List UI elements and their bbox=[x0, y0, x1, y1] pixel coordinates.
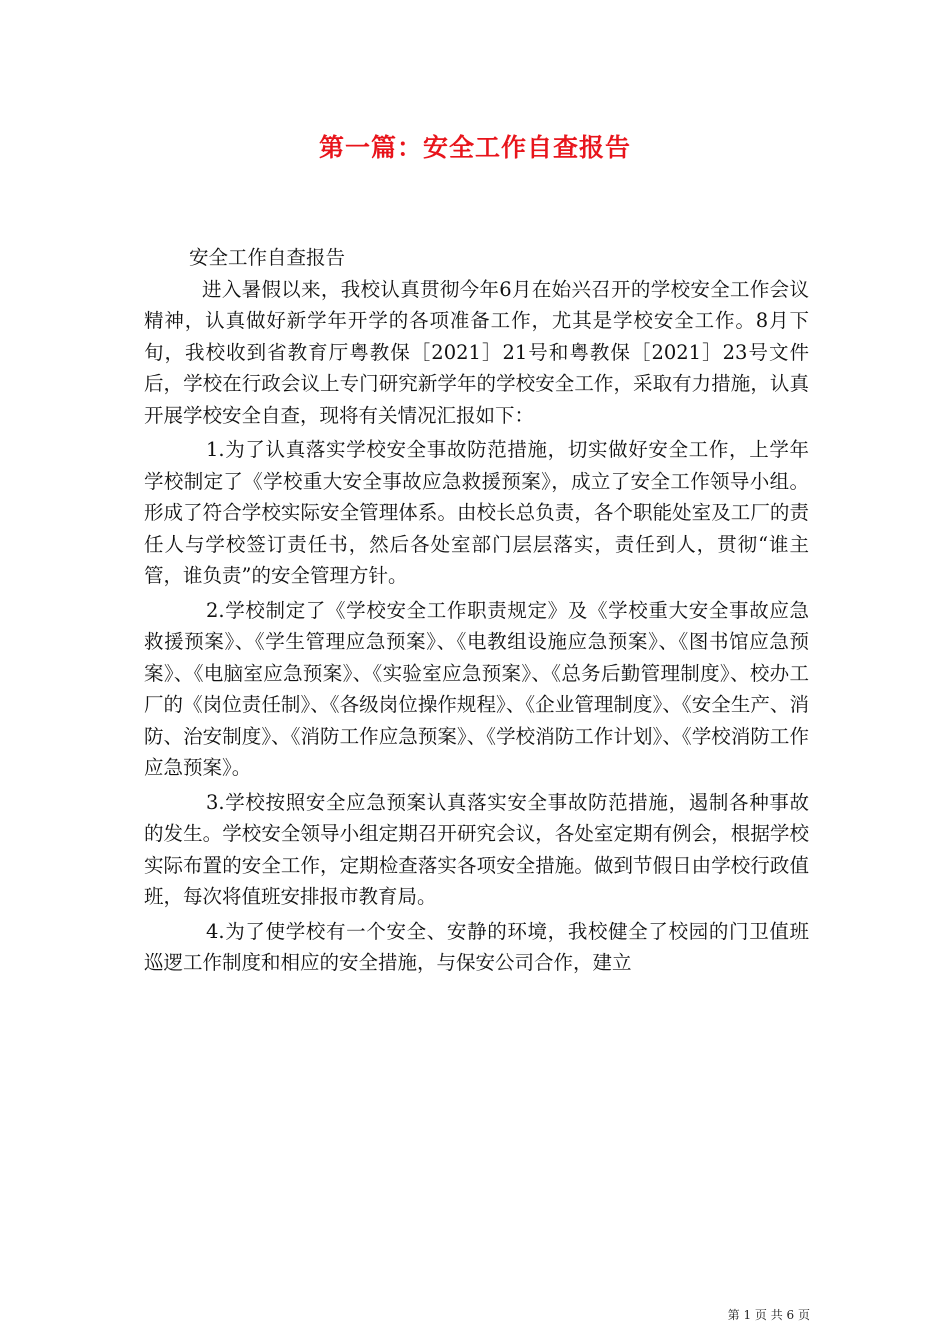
page-number-footer: 第 1 页 共 6 页 bbox=[727, 1308, 810, 1322]
paragraph-item-4: 4.为了使学校有一个安全、安静的环境，我校健全了校园的门卫值班巡逻工作制度和相应的安全措施，与保安公司合作，建立 bbox=[144, 919, 809, 974]
paragraph-item-3: 3.学校按照安全应急预案认真落实安全事故防范措施，遏制各种事故的发生。学校安全领导小组定期召开研究会议，各处室定期有例会，根据学校实际布置的安全工作，定期检查落实各项安全措施。做到节假日由学校行政值班，每次将值班安排报市教育局。 bbox=[144, 790, 809, 908]
document-body bbox=[144, 242, 809, 979]
paragraph-item-1: 1.为了认真落实学校安全事故防范措施，切实做好安全工作，上学年学校制定了《学校重大安全事故应急救援预案》，成立了安全工作领导小组。形成了符合学校实际安全管理体系。由校长总负责，各个职能处室及工厂的责任人与学校签订责任书，然后各处室部门层层落实，责任到人，贯彻“谁主管，谁负责”的安全管理方针。 bbox=[144, 438, 809, 587]
paragraph-item-2: 2.学校制定了《学校安全工作职责规定》及《学校重大安全事故应急救援预案》、《学生管理应急预案》、《电教组设施应急预案》、《图书馆应急预案》、《电脑室应急预案》、《实验室应急预案》、《总务后勤管理制度》、校办工厂的《岗位责任制》、《各级岗位操作规程》、《企业管理制度》、《安全生产、消防、治安制度》、《消防工作应急预案》、《学校消防工作计划》、《学校消防工作应急预案》。 bbox=[144, 598, 809, 779]
report-subtitle: 安全工作自查报告 bbox=[189, 246, 346, 269]
intro-paragraph: 进入暑假以来，我校认真贯彻今年6月在始兴召开的学校安全工作会议精神，认真做好新学年开学的各项准备工作，尤其是学校安全工作。8月下旬，我校收到省教育厅粤教保［2021］21号和粤教保［2021］23号文件后，学校在行政会议上专门研究新学年的学校安全工作，采取有力措施，认真开展学校安全自查，现将有关情况汇报如下： bbox=[144, 277, 809, 427]
document-title: 第一篇：安全工作自查报告 bbox=[318, 133, 631, 162]
